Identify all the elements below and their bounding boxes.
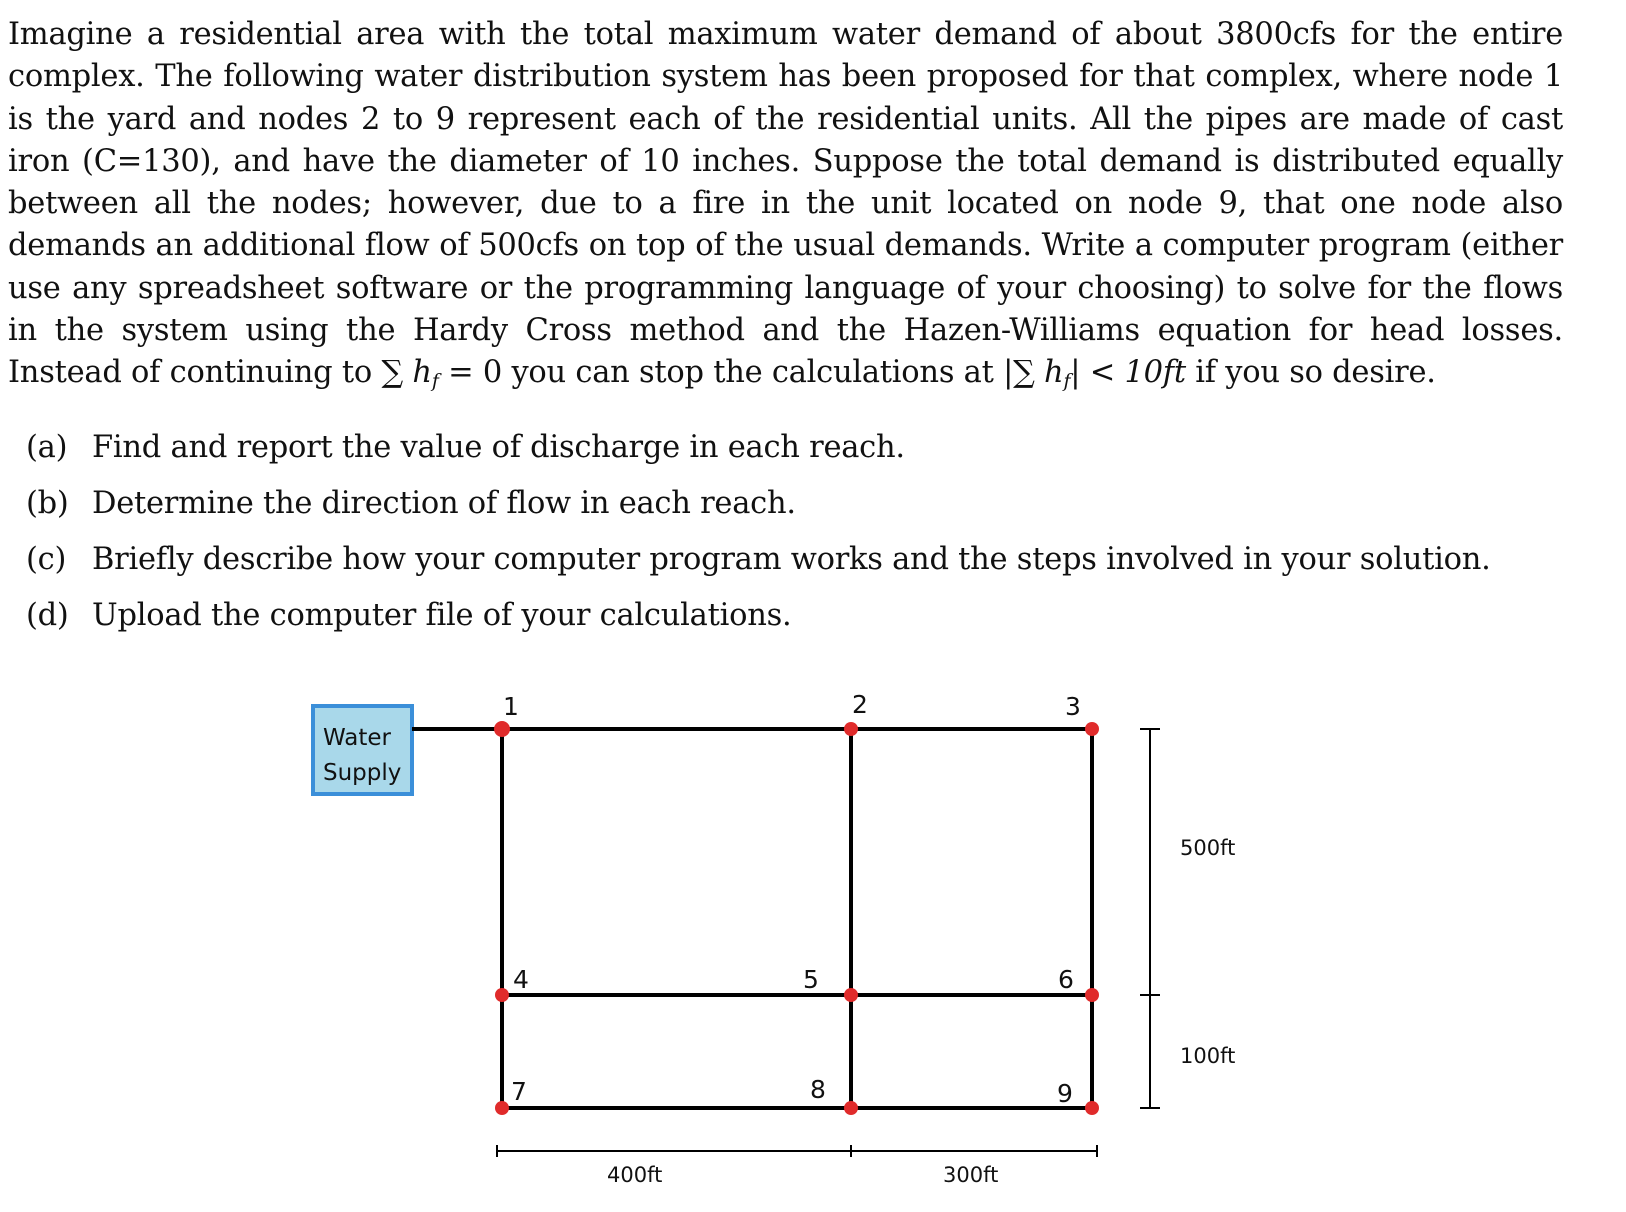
problem-text-part1: Imagine a residential area with the total maximum water demand of about 3800cfs for the entire complex. The following water distribution system has been proposed for that complex, where node 1 is the yard and nodes 2 to 9 represent each of the residential units. All the pipes are made of cast iron (C=130), and have the diameter of 10 inches. Suppose the total demand is distributed equally between all the nodes; however, due to a fire in the unit located on node 9, that one node also demands an additional flow of 500cfs on top of the usual demands. Write a computer program (either use any spreadsheet software or the programming language of your choosing) to solve for the flows in the system using the Hardy Cross method and the Hazen-Williams equation for head losses. Instead of continuing to xyxy=(8,17,1563,391)
horizontal-dimension xyxy=(497,1145,1097,1157)
node-label-2: 2 xyxy=(852,690,868,719)
sum-hf-equation: ∑ $h_f = 0$ xyxy=(381,355,502,393)
question-b: (b) Determine the direction of flow in each reach. xyxy=(26,486,796,521)
node-8 xyxy=(844,1101,858,1115)
question-a: (a) Find and report the value of discharge in each reach. xyxy=(26,430,905,465)
question-d: (d) Upload the computer file of your calculations. xyxy=(26,598,792,633)
question-c: (c) Briefly describe how your computer program works and the steps involved in your solution. xyxy=(26,542,1491,577)
node-label-8: 8 xyxy=(810,1075,826,1104)
water-supply-label-line1: Water xyxy=(323,725,391,751)
node-5 xyxy=(844,988,858,1002)
node-4 xyxy=(495,988,509,1002)
dimension-500ft: 500ft xyxy=(1180,836,1236,860)
water-supply-label-line2: Supply xyxy=(323,760,402,786)
dimension-400ft: 400ft xyxy=(607,1163,663,1187)
node-3 xyxy=(1085,722,1099,736)
node-label-4: 4 xyxy=(513,965,529,994)
node-label-5: 5 xyxy=(803,965,819,994)
node-label-3: 3 xyxy=(1065,692,1081,721)
dimension-300ft: 300ft xyxy=(943,1163,999,1187)
node-label-9: 9 xyxy=(1057,1079,1073,1108)
node-label-7: 7 xyxy=(511,1077,527,1106)
dimension-100ft: 100ft xyxy=(1180,1044,1236,1068)
problem-text-part3: if you so desire. xyxy=(1185,355,1436,391)
node-6 xyxy=(1085,988,1099,1002)
node-9 xyxy=(1085,1101,1099,1115)
node-2 xyxy=(844,722,858,736)
node-label-1: 1 xyxy=(503,692,519,721)
stop-criterion: |∑ $h_f| < 10ft$ xyxy=(1003,355,1186,393)
node-7 xyxy=(495,1101,509,1115)
node-1 xyxy=(494,721,510,737)
node-label-6: 6 xyxy=(1058,965,1074,994)
problem-text-part2: you can stop the calculations at xyxy=(502,355,1004,391)
vertical-dimension xyxy=(1140,729,1160,1108)
pipes xyxy=(412,729,1092,1108)
nodes xyxy=(494,721,1099,1115)
